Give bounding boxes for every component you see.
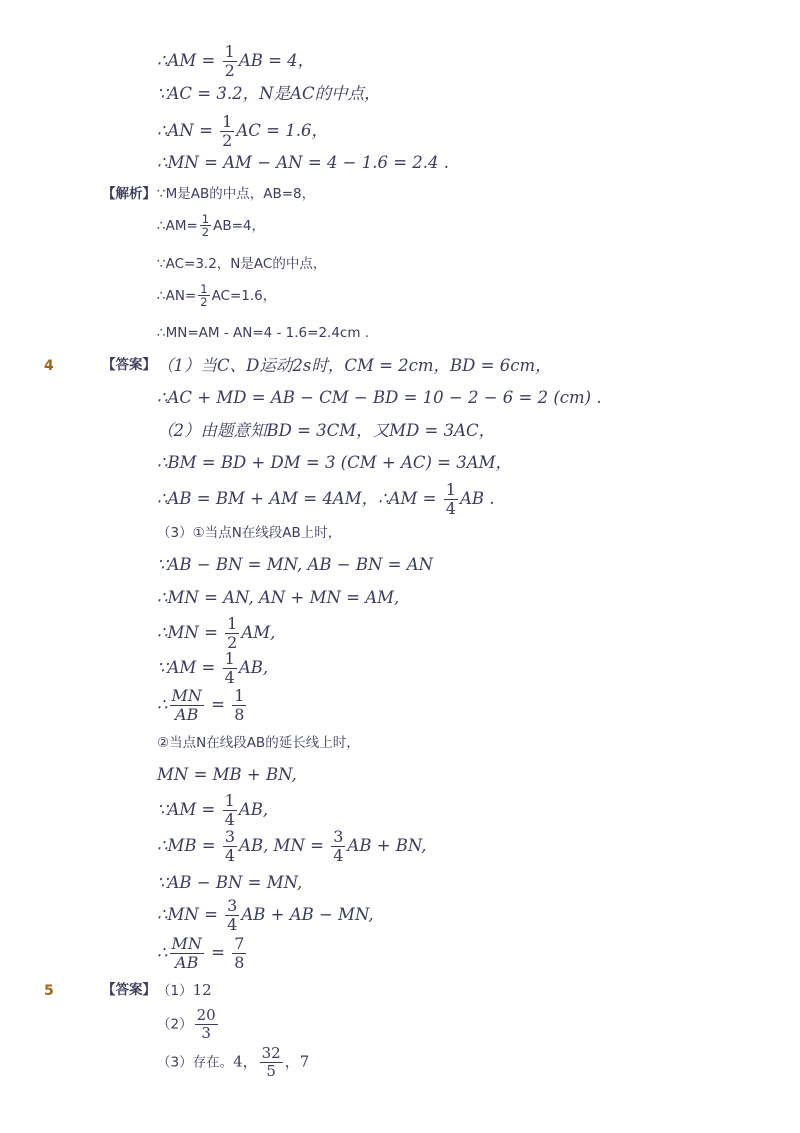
fraction [170, 936, 204, 971]
denominator: 8 [234, 952, 245, 972]
denominator: 4 [224, 845, 236, 865]
question-number: 5 [44, 983, 54, 999]
q4-line-6: （3）①当点N在线段AB上时， [157, 525, 342, 541]
eq-text: ∴MN = [157, 905, 224, 925]
q5-line-3 [157, 1046, 309, 1079]
denominator: 8 [234, 704, 245, 724]
answer-label: 【答案】 [102, 982, 156, 998]
denominator: AB [175, 952, 199, 972]
eq-text: AC = 1.6， [236, 121, 328, 141]
eq-text: ∴AN= [157, 287, 197, 304]
numerator: 1 [445, 480, 456, 499]
q4-line-4: ∴BM = BD + DM = 3 (CM + AC) = 3AM， [157, 453, 513, 472]
numerator: 1 [200, 282, 208, 296]
q4-line-16: ∵AB − BN = MN, [157, 873, 303, 892]
eq-text: ∵AM = [157, 658, 221, 678]
numerator: 1 [224, 791, 235, 810]
eq-text: = [205, 695, 231, 715]
q4-line-5 [157, 482, 494, 517]
eq-text: ∴ [157, 695, 168, 715]
eq-text: AB, MN = [239, 836, 330, 856]
eq-text: AB, [238, 800, 269, 820]
numerator: MN [171, 686, 202, 705]
denominator: 4 [445, 498, 456, 518]
eq-an-half-ac [157, 114, 328, 149]
fraction [195, 1008, 218, 1041]
denominator: 2 [227, 632, 238, 652]
q5-line-2 [157, 1008, 220, 1041]
q4-line-8: ∴MN = AN, AN + MN = AM, [157, 588, 400, 607]
numerator: 3 [227, 896, 238, 915]
denominator: 2 [222, 130, 233, 150]
q4-line-10 [157, 651, 268, 686]
fraction [225, 616, 239, 651]
q4-line-17 [157, 898, 374, 933]
analysis-line-5: ∴MN=AM - AN=4 - 1.6=2.4cm . [157, 325, 370, 341]
eq-am-half-ab [157, 44, 314, 79]
fraction [232, 688, 246, 723]
analysis-line-4 [157, 283, 276, 309]
numerator: 1 [224, 42, 235, 61]
answer-value: 4， [233, 1052, 258, 1071]
numerator: 32 [261, 1044, 281, 1062]
eq-text: ∴ [157, 943, 168, 963]
q5-line-1 [157, 983, 212, 999]
eq-text: ∴AM= [157, 217, 198, 234]
eq-text: AB . [459, 489, 495, 509]
eq-text: AC=1.6， [211, 287, 277, 304]
answer-label: 【答案】 [102, 357, 156, 373]
analysis-label: 【解析】 [102, 186, 156, 202]
eq-text: ∴AB = BM + AM = 4AM，∴AM = [157, 489, 442, 509]
numerator: 20 [196, 1006, 216, 1024]
denominator: 4 [224, 809, 235, 829]
eq-ac-midpoint: ∵AC = 3.2，N是AC的中点， [157, 84, 381, 103]
q4-line-1: （1）当C、D运动2s时，CM = 2cm，BD = 6cm， [157, 356, 552, 375]
q4-line-3: （2）由题意知BD = 3CM，又MD = 3AC， [157, 421, 496, 440]
fraction [200, 213, 211, 239]
fraction [260, 1046, 283, 1079]
q4-line-11 [157, 688, 248, 723]
fraction [232, 936, 246, 971]
fraction [223, 651, 237, 686]
denominator: 3 [201, 1023, 211, 1042]
q4-line-14 [157, 793, 268, 828]
fraction [223, 829, 237, 864]
numerator: 3 [224, 827, 236, 846]
fraction [220, 114, 234, 149]
eq-mn-result: ∴MN = AM − AN = 4 − 1.6 = 2.4 . [157, 153, 450, 172]
numerator: MN [171, 934, 202, 953]
fraction [225, 898, 239, 933]
analysis-line-1: ∵M是AB的中点，AB=8， [157, 186, 316, 202]
fraction [198, 283, 209, 309]
denominator: 4 [224, 667, 235, 687]
eq-text: ∴MN = [157, 623, 224, 643]
answer-value: ，7 [284, 1052, 310, 1071]
denominator: AB [175, 704, 199, 724]
eq-text: AB, [238, 658, 269, 678]
eq-text: （2） [157, 1016, 193, 1033]
denominator: 2 [201, 225, 210, 240]
eq-text: ∴AM = [157, 51, 221, 71]
numerator: 1 [222, 112, 233, 131]
eq-text: ∵AM = [157, 800, 221, 820]
eq-text: ∴AN = [157, 121, 219, 141]
numerator: 7 [234, 934, 245, 953]
q4-line-12: ②当点N在线段AB的延长线上时， [157, 735, 360, 751]
q4-line-13: MN = MB + BN, [157, 765, 297, 784]
analysis-line-2 [157, 213, 265, 239]
fraction [223, 44, 237, 79]
q4-line-15 [157, 829, 427, 864]
eq-text: AB=4， [213, 217, 266, 234]
numerator: 1 [227, 614, 238, 633]
denominator: 2 [224, 60, 235, 80]
eq-text: （3）存在。 [157, 1054, 234, 1071]
numerator: 1 [224, 649, 235, 668]
fraction [331, 829, 345, 864]
q4-line-18 [157, 936, 248, 971]
analysis-line-3: ∵AC=3.2，N是AC的中点， [157, 256, 327, 272]
eq-text: = [205, 943, 231, 963]
numerator: 3 [333, 827, 344, 846]
q4-line-9 [157, 616, 275, 651]
eq-text: AM, [241, 623, 276, 643]
eq-text: ∴MB = [157, 836, 221, 856]
eq-text: （1） [157, 983, 193, 999]
q4-line-7: ∵AB − BN = MN, AB − BN = AN [157, 555, 434, 574]
denominator: 2 [200, 295, 208, 310]
fraction [170, 688, 204, 723]
numerator: 1 [234, 686, 245, 705]
fraction [444, 482, 458, 517]
denominator: 4 [227, 914, 238, 934]
numerator: 1 [201, 212, 210, 226]
denominator: 4 [333, 845, 344, 865]
denominator: 5 [266, 1061, 276, 1080]
question-number: 4 [44, 358, 54, 374]
q4-line-2: ∴AC + MD = AB − CM − BD = 10 − 2 − 6 = 2 (cm) . [157, 388, 602, 407]
eq-text: AB = 4， [238, 51, 315, 71]
eq-text: AB + BN, [347, 836, 427, 856]
eq-text: AB + AB − MN, [241, 905, 374, 925]
answer-value: 12 [192, 981, 212, 999]
fraction [223, 793, 237, 828]
